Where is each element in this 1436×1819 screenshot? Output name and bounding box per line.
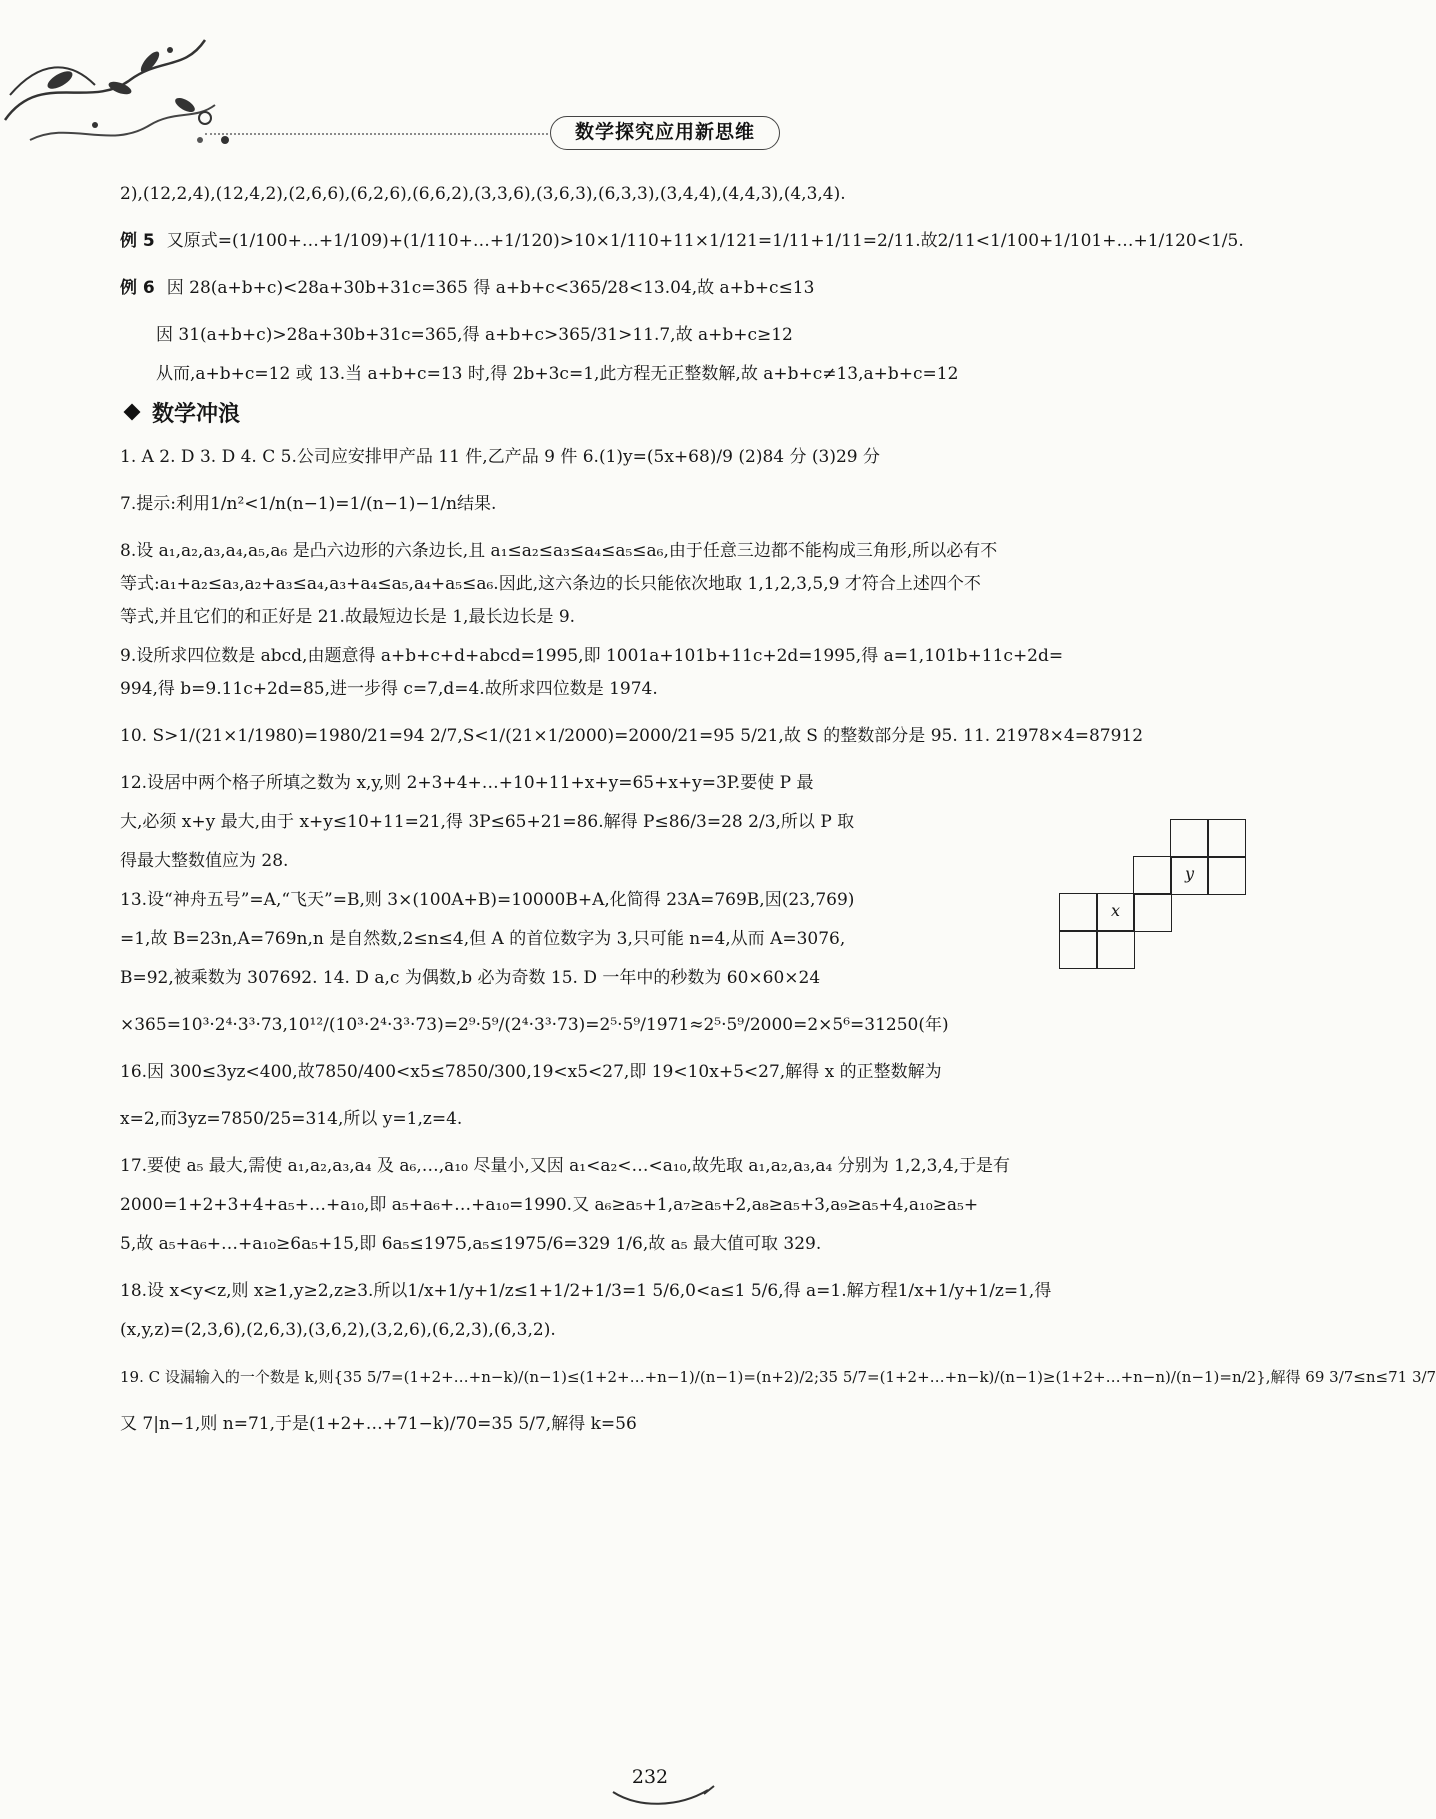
grid-cell	[1207, 856, 1246, 895]
answer-line: 17.要使 a₅ 最大,需使 a₁,a₂,a₃,a₄ 及 a₆,…,a₁₀ 尽量小,又因 a₁<a₂<…<a₁₀,故先取 a₁,a₂,a₃,a₄ 分别为 1,2,3,4,于是有	[120, 1156, 1011, 1176]
grid-cell	[1133, 893, 1172, 932]
answer-line: 得最大整数值应为 28.	[120, 851, 289, 871]
grid-blank	[1059, 819, 1098, 858]
grid-blank	[1207, 893, 1246, 932]
answer-line: 18.设 x<y<z,则 x≥1,y≥2,z≥3.所以1/x+1/y+1/z≤1+1/2+1/3=1 5/6,0<a≤1 5/6,得 a=1.解方程1/x+1/y+1/z=1,得	[120, 1281, 1052, 1301]
decorative-vine-ornament	[0, 0, 260, 170]
answer-line: 7.提示:利用1/n²<1/n(n−1)=1/(n−1)−1/n结果.	[120, 494, 497, 514]
grid-cell-y: y	[1170, 856, 1209, 895]
grid-cell-x: x	[1096, 893, 1135, 932]
answer-line: x=2,而3yz=7850/25=314,所以 y=1,z=4.	[120, 1109, 463, 1129]
grid-blank	[1096, 819, 1135, 858]
grid-cell	[1096, 930, 1135, 969]
answer-line: 9.设所求四位数是 abcd,由题意得 a+b+c+d+abcd=1995,即 1001a+101b+11c+2d=1995,得 a=1,101b+11c+2d=	[120, 646, 1064, 666]
text-line: 因 31(a+b+c)>28a+30b+31c=365,得 a+b+c>365/31>11.7,故 a+b+c≥12	[156, 325, 793, 345]
answer-line: =1,故 B=23n,A=769n,n 是自然数,2≤n≤4,但 A 的首位数字为 3,只可能 n=4,从而 A=3076,	[120, 929, 846, 949]
grid-blank	[1096, 856, 1135, 895]
example-label: 例 5	[120, 231, 155, 251]
page-number-swoosh-icon	[608, 1784, 718, 1808]
text-line-row	[120, 363, 1240, 386]
answer-line: 8.设 a₁,a₂,a₃,a₄,a₅,a₆ 是凸六边形的六条边长,且 a₁≤a₂≤a₃≤a₄≤a₅≤a₆,由于任意三边都不能构成三角形,所以必有不	[120, 541, 998, 561]
answer-line: 19. C 设漏输入的一个数是 k,则{35 5/7=(1+2+…+n−k)/(n−1)≤(1+2+…+n−1)/(n−1)=(n+2)/2;35 5/7=(1+2+…+n−k)/(n−1)≥(1+2+…+n−n)/(n−1)=n/2},解得 69 3/7≤n≤71 3/7	[120, 1368, 1436, 1386]
answer-line: 1. A 2. D 3. D 4. C 5.公司应安排甲产品 11 件,乙产品 9 件 6.(1)y=(5x+68)/9 (2)84 分 (3)29 分	[120, 447, 881, 467]
text-line: 因 28(a+b+c)<28a+30b+31c=365 得 a+b+c<365/28<13.04,故 a+b+c≤13	[166, 278, 815, 298]
grid-blank	[1133, 930, 1172, 969]
answer-line: 13.设“神舟五号”=A,“飞天”=B,则 3×(100A+B)=10000B+A,化简得 23A=769B,因(23,769)	[120, 890, 855, 910]
answer-line: 10. S>1/(21×1/1980)=1980/21=94 2/7,S<1/(21×1/2000)=2000/21=95 5/21,故 S 的整数部分是 95. 11. 21978×4=87912	[120, 726, 1144, 746]
answer-line: 大,必须 x+y 最大,由于 x+y≤10+11=21,得 3P≤65+21=86.解得 P≤86/3=28 2/3,所以 P 取	[120, 812, 855, 832]
grid-blank	[1170, 930, 1209, 969]
grid-cell	[1059, 930, 1098, 969]
grid-cell	[1133, 856, 1172, 895]
continued-line	[120, 183, 1240, 206]
text-line: 又原式=(1/100+…+1/109)+(1/110+…+1/120)>10×1/110+11×1/121=1/11+1/11=2/11.故2/11<1/100+1/101+…+1/120<1/5.	[166, 231, 1244, 251]
answer-line: 等式,并且它们的和正好是 21.故最短边长是 1,最长边长是 9.	[120, 607, 576, 627]
grid-figure	[1060, 820, 1245, 968]
example-6	[120, 277, 1240, 300]
answer-line: 994,得 b=9.11c+2d=85,进一步得 c=7,d=4.故所求四位数是 1974.	[120, 679, 658, 699]
page-number: 232	[631, 1766, 669, 1788]
grid-cell	[1170, 819, 1209, 858]
example-label: 例 6	[120, 278, 155, 298]
answer-line: 2000=1+2+3+4+a₅+…+a₁₀,即 a₅+a₆+…+a₁₀=1990.又 a₆≥a₅+1,a₇≥a₅+2,a₈≥a₅+3,a₉≥a₅+4,a₁₀≥a₅+	[120, 1195, 979, 1215]
section-heading	[120, 402, 1240, 428]
grid-blank	[1059, 856, 1098, 895]
section-title: 数学冲浪	[152, 402, 241, 427]
book-title-badge: 数学探究应用新思维	[550, 116, 780, 150]
text-line: 从而,a+b+c=12 或 13.当 a+b+c=13 时,得 2b+3c=1,此方程无正整数解,故 a+b+c≠13,a+b+c=12	[156, 364, 959, 384]
text-line-row	[120, 324, 1240, 347]
grid-blank	[1170, 893, 1209, 932]
diamond-bullet-icon	[124, 404, 141, 421]
text-line: 2),(12,2,4),(12,4,2),(2,6,6),(6,2,6),(6,6,2),(3,3,6),(3,6,3),(6,3,3),(3,4,4),(4,4,3),(4,3,4).	[120, 184, 846, 204]
grid-cell	[1059, 893, 1098, 932]
grid-cell	[1207, 819, 1246, 858]
answer-line: 又 7|n−1,则 n=71,于是(1+2+…+71−k)/70=35 5/7,解得 k=56	[120, 1414, 637, 1434]
grid-blank	[1133, 819, 1172, 858]
page-content	[120, 183, 1436, 1446]
answer-line: (x,y,z)=(2,3,6),(2,6,3),(3,6,2),(3,2,6),(6,2,3),(6,3,2).	[120, 1320, 556, 1340]
answer-line: 等式:a₁+a₂≤a₃,a₂+a₃≤a₄,a₃+a₄≤a₅,a₄+a₅≤a₆.因此,这六条边的长只能依次地取 1,1,2,3,5,9 才符合上述四个不	[120, 574, 981, 594]
answer-line: B=92,被乘数为 307692. 14. D a,c 为偶数,b 必为奇数 15. D 一年中的秒数为 60×60×24	[120, 968, 821, 988]
header-rule	[205, 133, 548, 135]
answer-line: 12.设居中两个格子所填之数为 x,y,则 2+3+4+…+10+11+x+y=65+x+y=3P.要使 P 最	[120, 773, 814, 793]
grid-blank	[1207, 930, 1246, 969]
example-5	[120, 230, 1244, 253]
answer-line: 5,故 a₅+a₆+…+a₁₀≥6a₅+15,即 6a₅≤1975,a₅≤1975/6=329 1/6,故 a₅ 最大值可取 329.	[120, 1234, 822, 1254]
answer-line: ×365=10³·2⁴·3³·73,10¹²/(10³·2⁴·3³·73)=2⁹·5⁹/(2⁴·3³·73)=2⁵·5⁹/1971≈2⁵·5⁹/2000=2×5⁶=31250(年)	[120, 1015, 949, 1035]
answer-line: 16.因 300≤3yz<400,故7850/400<x5≤7850/300,19<x5<27,即 19<10x+5<27,解得 x 的正整数解为	[120, 1062, 942, 1082]
